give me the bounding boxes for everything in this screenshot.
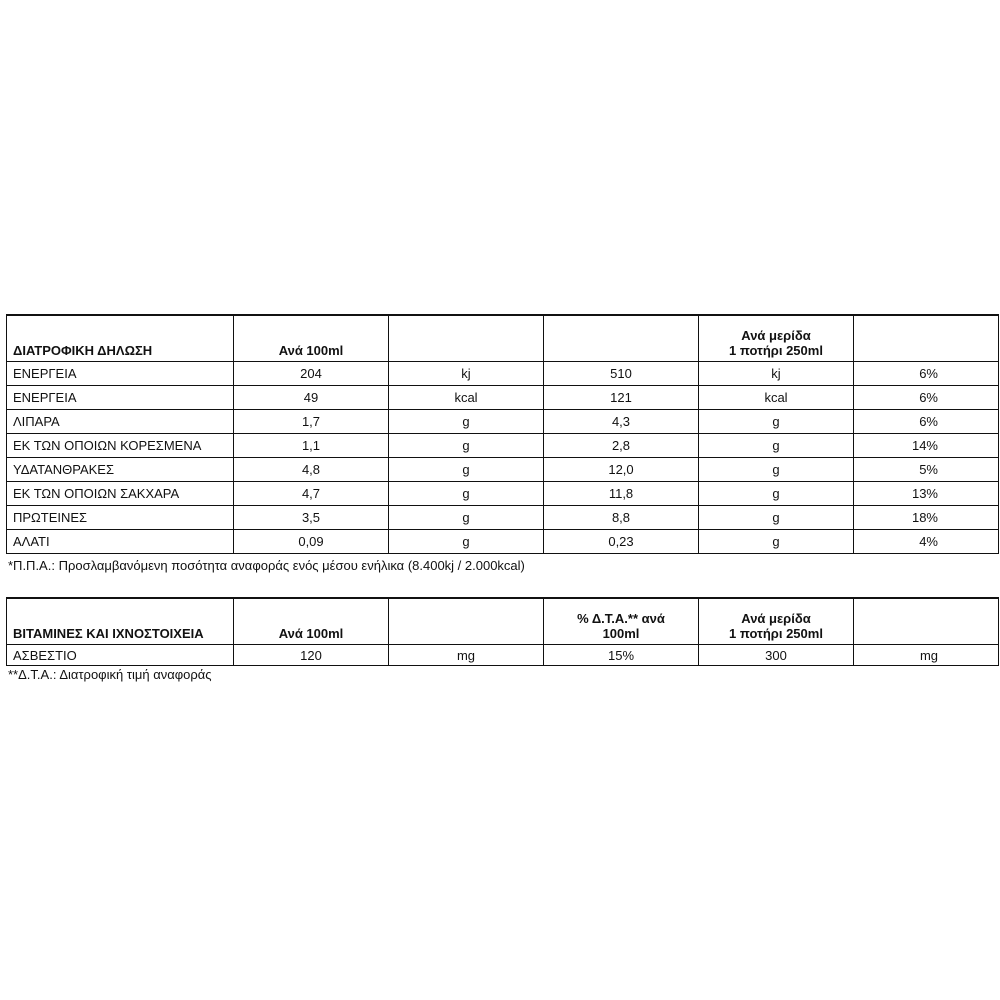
vitamins-row [7,645,999,666]
nutrition-value-per100-cell: 0,09 [234,530,389,554]
nutrition-unit-per100-cell: g [389,506,544,530]
vitamins-header-per-serving-line1: Ανά μερίδα [741,611,811,626]
nutrition-value-per100-cell: 1,7 [234,410,389,434]
vitamins-footnote: **Δ.Τ.Α.: Διατροφική τιμή αναφοράς [8,667,212,682]
nutrition-name-cell: ΑΛΑΤΙ [7,530,234,554]
nutrition-percent-cell: 13% [854,482,999,506]
nutrition-value-serving-cell: 11,8 [544,482,699,506]
nutrition-percent-cell: 6% [854,362,999,386]
nutrition-unit-serving-cell: g [699,506,854,530]
nutrition-value-serving-cell: 12,0 [544,458,699,482]
nutrition-row [7,362,999,386]
nutrition-row [7,482,999,506]
nutrition-name-cell: ΛΙΠΑΡΑ [7,410,234,434]
nutrition-header-per-serving-line2: 1 ποτήρι 250ml [729,343,823,358]
vitamins-body [7,645,999,666]
nutrition-percent-cell: 6% [854,386,999,410]
nutrition-value-serving-cell: 0,23 [544,530,699,554]
nutrition-header-per100: Ανά 100ml [234,315,389,362]
nutrition-row [7,386,999,410]
nutrition-row [7,458,999,482]
vitamins-value-per100-cell: 120 [234,645,389,666]
vitamins-unit-per100-cell: mg [389,645,544,666]
nutrition-value-serving-cell: 2,8 [544,434,699,458]
nutrition-row [7,530,999,554]
nutrition-footnote: *Π.Π.Α.: Προσλαμβανόμενη ποσότητα αναφοράς ενός μέσου ενήλικα (8.400kj / 2.000kcal) [8,558,525,573]
nutrition-unit-per100-cell: g [389,410,544,434]
nutrition-header-empty-1 [389,315,544,362]
nutrition-unit-serving-cell: g [699,410,854,434]
nutrition-value-serving-cell: 121 [544,386,699,410]
vitamins-name-cell: ΑΣΒΕΣΤΙΟ [7,645,234,666]
vitamins-header-per-serving-line2: 1 ποτήρι 250ml [729,626,823,641]
nutrition-percent-cell: 4% [854,530,999,554]
nutrition-header-empty-3 [854,315,999,362]
nutrition-value-per100-cell: 204 [234,362,389,386]
nutrition-header-label: ΔΙΑΤΡΟΦΙΚΗ ΔΗΛΩΣΗ [7,315,234,362]
vitamins-header-label: ΒΙΤΑΜΙΝΕΣ ΚΑΙ ΙΧΝΟΣΤΟΙΧΕΙΑ [7,598,234,645]
nutrition-percent-cell: 14% [854,434,999,458]
nutrition-header-per-serving [699,315,854,362]
vitamins-header-dta-line1: % Δ.Τ.Α.** ανά [577,611,665,626]
nutrition-unit-per100-cell: g [389,530,544,554]
vitamins-header-per-serving [699,598,854,645]
vitamins-percent-cell: 15% [544,645,699,666]
nutrition-header-per-serving-line1: Ανά μερίδα [741,328,811,343]
vitamins-value-serving-cell: 300 [699,645,854,666]
nutrition-unit-serving-cell: g [699,482,854,506]
nutrition-percent-cell: 6% [854,410,999,434]
nutrition-unit-per100-cell: g [389,434,544,458]
nutrition-header-empty-2 [544,315,699,362]
vitamins-header-row [7,598,999,645]
vitamins-unit-serving-cell: mg [854,645,999,666]
nutrition-row [7,434,999,458]
nutrition-name-cell: ΕΝΕΡΓΕΙΑ [7,386,234,410]
nutrition-value-serving-cell: 8,8 [544,506,699,530]
nutrition-row [7,410,999,434]
nutrition-value-per100-cell: 4,7 [234,482,389,506]
nutrition-name-cell: ΠΡΩΤΕΙΝΕΣ [7,506,234,530]
nutrition-value-per100-cell: 3,5 [234,506,389,530]
nutrition-name-cell: ΥΔΑΤΑΝΘΡΑΚΕΣ [7,458,234,482]
vitamins-header-empty-2 [854,598,999,645]
nutrition-value-per100-cell: 1,1 [234,434,389,458]
nutrition-table [6,314,999,554]
nutrition-unit-serving-cell: g [699,434,854,458]
nutrition-value-per100-cell: 4,8 [234,458,389,482]
nutrition-unit-serving-cell: g [699,530,854,554]
nutrition-unit-per100-cell: g [389,458,544,482]
vitamins-header-empty-1 [389,598,544,645]
nutrition-value-serving-cell: 4,3 [544,410,699,434]
nutrition-unit-per100-cell: kcal [389,386,544,410]
nutrition-unit-serving-cell: kcal [699,386,854,410]
nutrition-value-per100-cell: 49 [234,386,389,410]
nutrition-unit-per100-cell: kj [389,362,544,386]
vitamins-table [6,597,999,666]
nutrition-value-serving-cell: 510 [544,362,699,386]
vitamins-header-dta-line2: 100ml [602,626,640,641]
nutrition-percent-cell: 18% [854,506,999,530]
nutrition-row [7,506,999,530]
nutrition-unit-serving-cell: g [699,458,854,482]
nutrition-header-row [7,315,999,362]
nutrition-body [7,362,999,554]
nutrition-unit-per100-cell: g [389,482,544,506]
nutrition-percent-cell: 5% [854,458,999,482]
nutrition-unit-serving-cell: kj [699,362,854,386]
nutrition-name-cell: ΕΝΕΡΓΕΙΑ [7,362,234,386]
vitamins-header-per100: Ανά 100ml [234,598,389,645]
nutrition-name-cell: ΕΚ ΤΩΝ ΟΠΟΙΩΝ ΣΑΚΧΑΡΑ [7,482,234,506]
nutrition-name-cell: ΕΚ ΤΩΝ ΟΠΟΙΩΝ ΚΟΡΕΣΜΕΝΑ [7,434,234,458]
vitamins-header-dta [544,598,699,645]
